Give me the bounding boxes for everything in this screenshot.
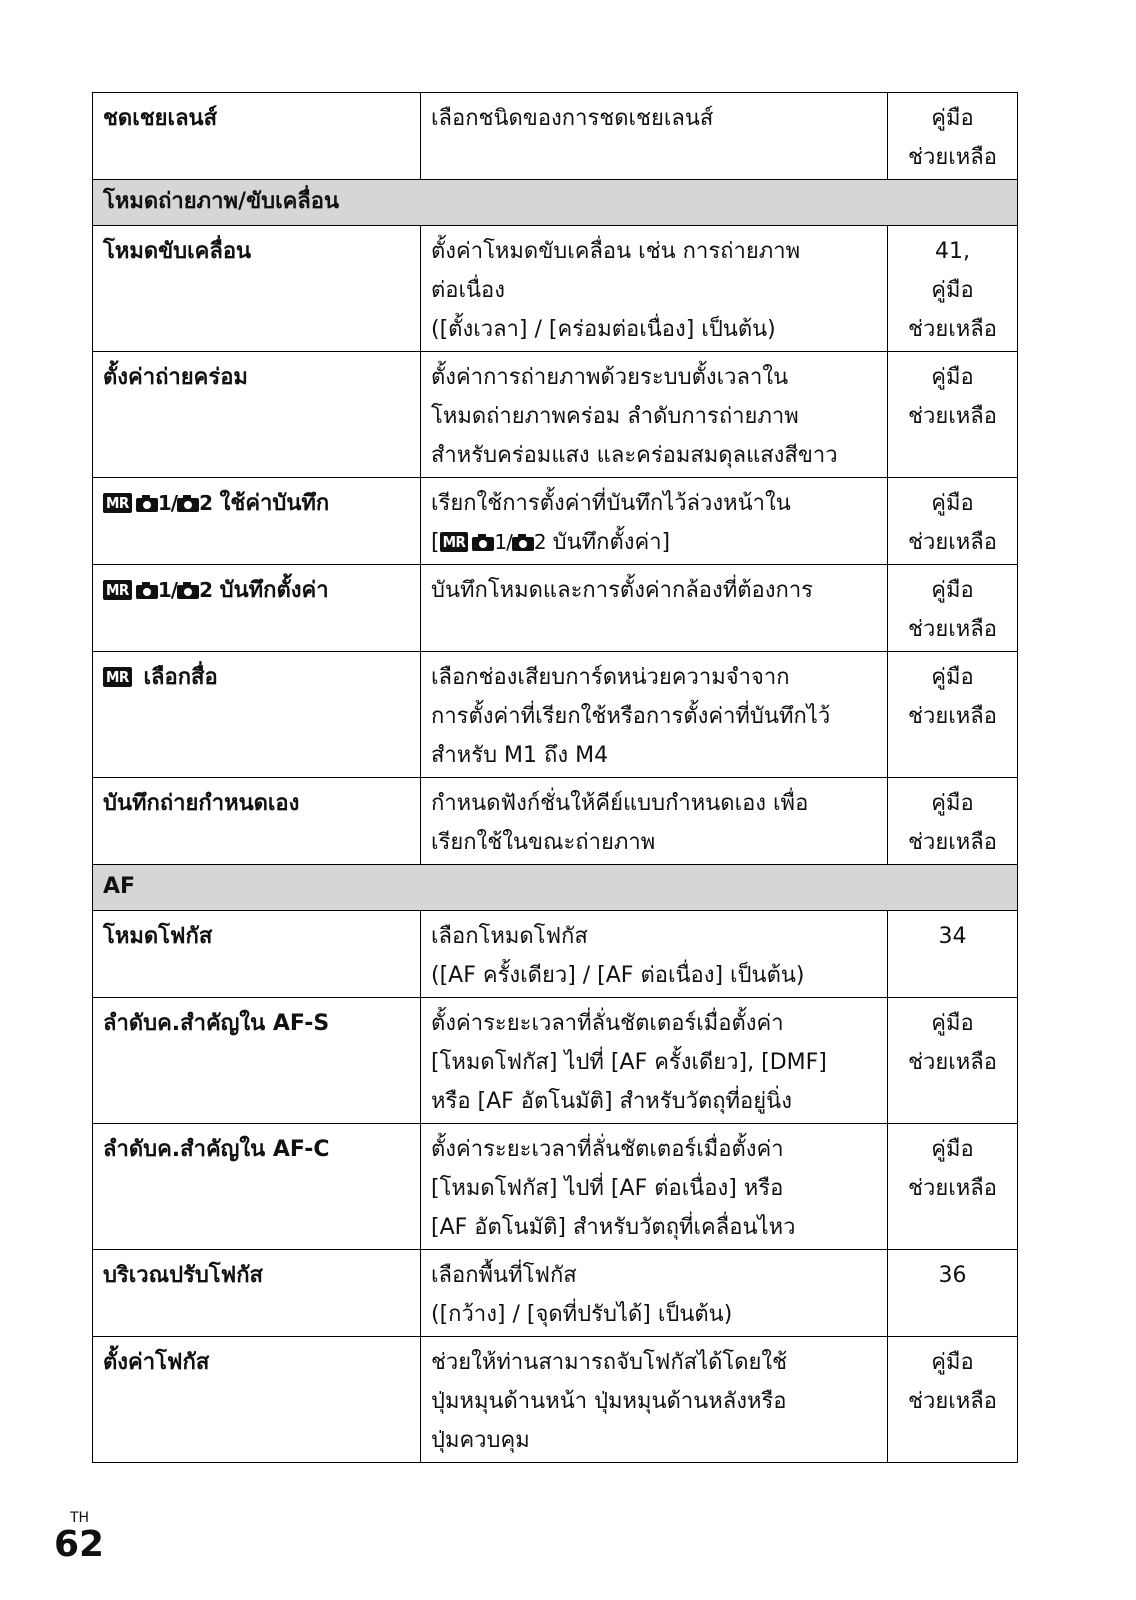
setting-description xyxy=(421,478,888,565)
reference-line: ช่วยเหลือ xyxy=(908,1176,997,1201)
setting-description xyxy=(421,778,888,865)
table-row xyxy=(93,1250,1018,1337)
description-line: เลือกชนิดของการชดเชยเลนส์ xyxy=(431,106,714,131)
table-row xyxy=(93,352,1018,478)
reference-line: ช่วยเหลือ xyxy=(908,404,997,429)
setting-description xyxy=(421,1250,888,1337)
setting-name: ลำดับค.สำคัญใน AF-S xyxy=(93,998,421,1124)
page-reference xyxy=(888,226,1018,352)
camera-icon xyxy=(136,495,158,512)
table-row xyxy=(93,93,1018,180)
reference-line: ช่วยเหลือ xyxy=(908,617,997,642)
setting-description xyxy=(421,93,888,180)
reference-line: 36 xyxy=(938,1263,967,1288)
slot-number: 1/ xyxy=(157,491,178,515)
page-reference xyxy=(888,1250,1018,1337)
table-row xyxy=(93,226,1018,352)
page-reference xyxy=(888,998,1018,1124)
page-reference xyxy=(888,1337,1018,1463)
table-row xyxy=(93,998,1018,1124)
description-line: ([กว้าง] / [จุดที่ปรับได้] เป็นต้น) xyxy=(431,1302,733,1327)
reference-line: คู่มือ xyxy=(931,791,974,816)
setting-name xyxy=(93,652,421,778)
description-line: หรือ [AF อัตโนมัติ] สำหรับวัตถุที่อยู่นิ่ง xyxy=(431,1089,792,1114)
reference-line: ช่วยเหลือ xyxy=(908,145,997,170)
setting-description xyxy=(421,911,888,998)
reference-line: คู่มือ xyxy=(931,1011,974,1036)
description-line: การตั้งค่าที่เรียกใช้หรือการตั้งค่าที่บันทึกไว้ xyxy=(431,704,831,729)
memory-recall-badge: MR xyxy=(103,493,132,513)
description-line: โหมดถ่ายภาพคร่อม ลำดับการถ่ายภาพ xyxy=(431,404,799,429)
bracket-open: [ xyxy=(431,530,440,555)
setting-name: ตั้งค่าโฟกัส xyxy=(93,1337,421,1463)
reference-line: ช่วยเหลือ xyxy=(908,1050,997,1075)
reference-line: คู่มือ xyxy=(931,365,974,390)
description-line: สำหรับ M1 ถึง M4 xyxy=(431,743,609,768)
page-reference xyxy=(888,352,1018,478)
setting-name: บริเวณปรับโฟกัส xyxy=(93,1250,421,1337)
camera-icon xyxy=(136,582,158,599)
description-line: เลือกพื้นที่โฟกัส xyxy=(431,1263,577,1288)
reference-line: คู่มือ xyxy=(931,665,974,690)
setting-description xyxy=(421,226,888,352)
description-line: ตั้งค่าโหมดขับเคลื่อน เช่น การถ่ายภาพ xyxy=(431,239,801,264)
page-reference xyxy=(888,93,1018,180)
reference-line: 41, xyxy=(935,239,970,264)
table-row xyxy=(93,911,1018,998)
reference-line: คู่มือ xyxy=(931,491,974,516)
description-line: ปุ่มหมุนด้านหน้า ปุ่มหมุนด้านหลังหรือ xyxy=(431,1389,787,1414)
description-line: เลือกช่องเสียบการ์ดหน่วยความจำจาก xyxy=(431,665,790,690)
page-number: 62 xyxy=(54,1524,105,1565)
setting-name-text: ใช้ค่าบันทึก xyxy=(219,491,330,516)
memory-recall-badge: MR xyxy=(103,667,132,687)
memory-recall-badge: MR xyxy=(440,532,469,552)
slot-number: 1/ xyxy=(157,578,178,602)
page-reference xyxy=(888,652,1018,778)
table-row xyxy=(93,652,1018,778)
reference-line: คู่มือ xyxy=(931,1137,974,1162)
section-header-row xyxy=(93,180,1018,226)
setting-description xyxy=(421,1337,888,1463)
slot-number: 2 xyxy=(199,491,212,515)
setting-name: ตั้งค่าถ่ายคร่อม xyxy=(93,352,421,478)
reference-line: ช่วยเหลือ xyxy=(908,317,997,342)
description-line xyxy=(431,523,877,562)
description-line: ตั้งค่าการถ่ายภาพด้วยระบบตั้งเวลาใน xyxy=(431,365,789,390)
description-line: [AF อัตโนมัติ] สำหรับวัตถุที่เคลื่อนไหว xyxy=(431,1215,796,1240)
language-code: TH xyxy=(70,1510,90,1526)
description-line: เรียกใช้การตั้งค่าที่บันทึกไว้ล่วงหน้าใน xyxy=(431,491,791,516)
page-reference xyxy=(888,778,1018,865)
setting-description xyxy=(421,565,888,652)
description-line: ช่วยให้ท่านสามารถจับโฟกัสได้โดยใช้ xyxy=(431,1350,788,1375)
setting-description xyxy=(421,998,888,1124)
description-line: ตั้งค่าระยะเวลาที่ลั่นชัตเตอร์เมื่อตั้งค่า xyxy=(431,1011,784,1036)
reference-line: ช่วยเหลือ xyxy=(908,530,997,555)
description-line: สำหรับคร่อมแสง และคร่อมสมดุลแสงสีขาว xyxy=(431,443,838,468)
description-text: บันทึกตั้งค่า] xyxy=(552,530,671,555)
reference-line: คู่มือ xyxy=(931,1350,974,1375)
memory-recall-badge: MR xyxy=(103,580,132,600)
reference-line: คู่มือ xyxy=(931,578,974,603)
page-reference xyxy=(888,478,1018,565)
camera-icon xyxy=(512,534,534,551)
description-line: [โหมดโฟกัส] ไปที่ [AF ต่อเนื่อง] หรือ xyxy=(431,1176,784,1201)
table-row xyxy=(93,1337,1018,1463)
reference-line: 34 xyxy=(938,924,967,949)
setting-description xyxy=(421,1124,888,1250)
reference-line: คู่มือ xyxy=(931,278,974,303)
table-row xyxy=(93,1124,1018,1250)
description-line: ต่อเนื่อง xyxy=(431,278,506,303)
description-line: ตั้งค่าระยะเวลาที่ลั่นชัตเตอร์เมื่อตั้งค่า xyxy=(431,1137,784,1162)
description-line: ปุ่มควบคุม xyxy=(431,1428,530,1453)
page-reference xyxy=(888,565,1018,652)
description-line: เลือกโหมดโฟกัส xyxy=(431,924,588,949)
setting-name: บันทึกถ่ายกำหนดเอง xyxy=(93,778,421,865)
description-line: บันทึกโหมดและการตั้งค่ากล้องที่ต้องการ xyxy=(431,578,813,603)
description-line: เรียกใช้ในขณะถ่ายภาพ xyxy=(431,830,656,855)
description-line: [โหมดโฟกัส] ไปที่ [AF ครั้งเดียว], [DMF] xyxy=(431,1050,827,1075)
reference-line: ช่วยเหลือ xyxy=(908,830,997,855)
section-header: โหมดถ่ายภาพ/ขับเคลื่อน xyxy=(93,180,1018,226)
description-line: กำหนดฟังก์ชั่นให้คีย์แบบกำหนดเอง เพื่อ xyxy=(431,791,809,816)
setting-name xyxy=(93,565,421,652)
setting-name-text: บันทึกตั้งค่า xyxy=(219,578,329,603)
camera-icon xyxy=(177,582,199,599)
slot-number: 2 xyxy=(533,530,546,554)
setting-name xyxy=(93,478,421,565)
setting-name: โหมดโฟกัส xyxy=(93,911,421,998)
slot-number: 1/ xyxy=(494,530,512,554)
setting-name: โหมดขับเคลื่อน xyxy=(93,226,421,352)
table-row xyxy=(93,478,1018,565)
reference-line: คู่มือ xyxy=(931,106,974,131)
reference-line: ช่วยเหลือ xyxy=(908,1389,997,1414)
description-line: ([ตั้งเวลา] / [คร่อมต่อเนื่อง] เป็นต้น) xyxy=(431,317,776,342)
setting-name: ชดเชยเลนส์ xyxy=(93,93,421,180)
table-row xyxy=(93,778,1018,865)
section-header-row xyxy=(93,865,1018,911)
table-row xyxy=(93,565,1018,652)
description-line: ([AF ครั้งเดียว] / [AF ต่อเนื่อง] เป็นต้น) xyxy=(431,963,805,988)
setting-description xyxy=(421,652,888,778)
setting-name-text: เลือกสื่อ xyxy=(143,665,218,690)
page-reference xyxy=(888,1124,1018,1250)
section-header: AF xyxy=(93,865,1018,911)
setting-description xyxy=(421,352,888,478)
page-reference xyxy=(888,911,1018,998)
camera-icon xyxy=(472,534,494,551)
setting-name: ลำดับค.สำคัญใน AF-C xyxy=(93,1124,421,1250)
reference-line: ช่วยเหลือ xyxy=(908,704,997,729)
menu-settings-table xyxy=(92,92,1018,1463)
camera-icon xyxy=(177,495,199,512)
slot-number: 2 xyxy=(199,578,212,602)
